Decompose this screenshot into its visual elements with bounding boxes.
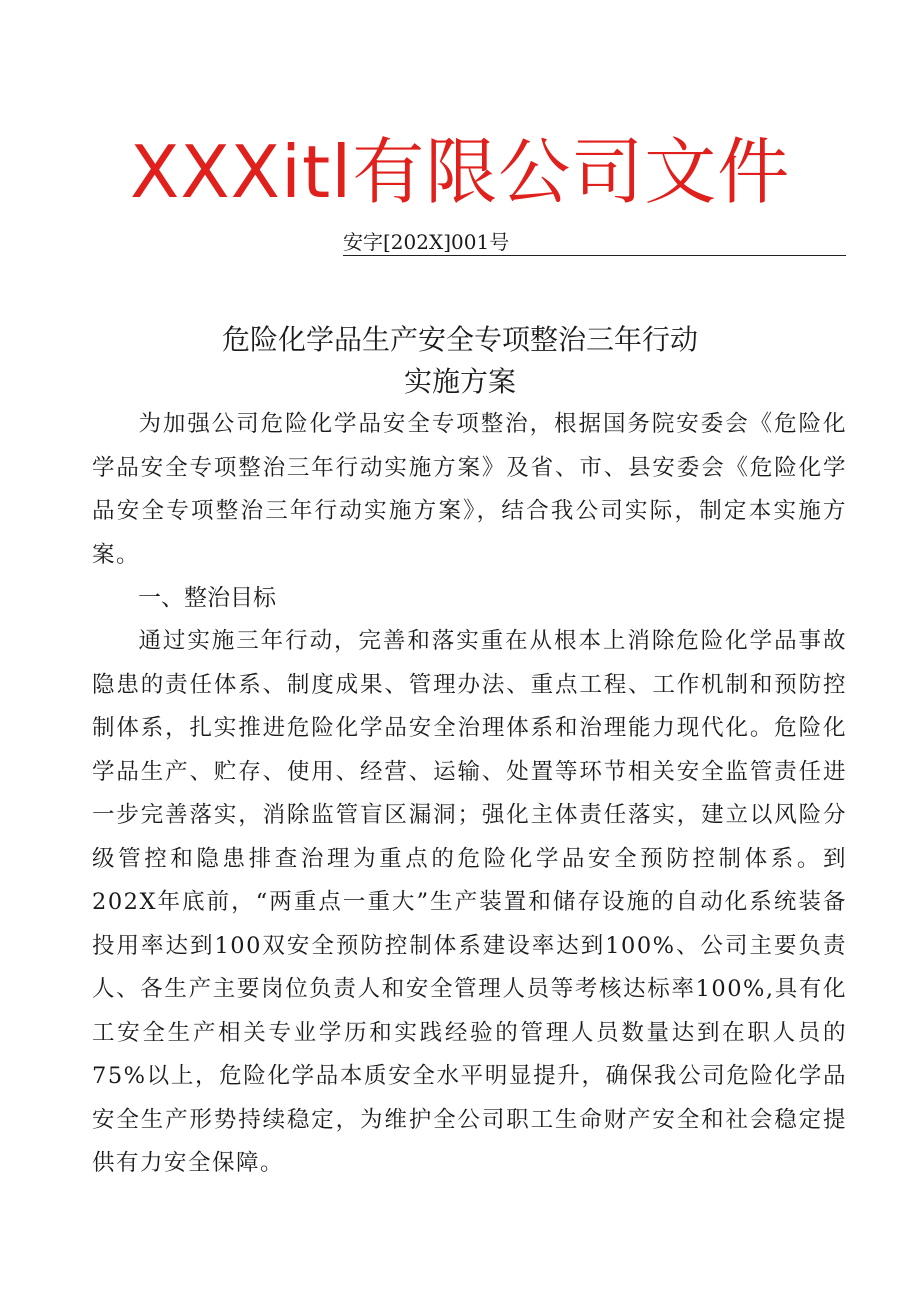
header-divider <box>343 255 846 256</box>
intro-paragraph <box>92 403 847 577</box>
section-1-heading: 一、整治目标 <box>138 585 276 611</box>
document-title-line-2: 实施方案 <box>403 365 516 398</box>
section-1-paragraph <box>92 620 847 1186</box>
intro-paragraph-text: 为加强公司危险化学品安全专项整治，根据国务院安委会《危险化学品安全专项整治三年行动实施方案》及省、市、县安委会《危险化学品安全专项整治三年行动实施方案》，结合我公司实际，制定本实施方案。 <box>92 411 847 568</box>
section-1-paragraph-text: 通过实施三年行动，完善和落实重在从根本上消除危险化学品事故隐患的责任体系、制度成果、管理办法、重点工程、工作机制和预防控制体系，扎实推进危险化学品安全治理体系和治理能力现代化。危险化学品生产、贮存、使用、经营、运输、处置等环节相关安全监管责任进一步完善落实，消除监管盲区漏洞；强化主体责任落实，建立以风险分级管控和隐患排查治理为重点的危险化学品安全预防控制体系。到202X年底前，“两重点一重大”生产装置和储存设施的自动化系统装备投用率达到100双安全预防控制体系建设率达到100%、公司主要负责人、各生产主要岗位负责人和安全管理人员等考核达标率100%,具有化工安全生产相关专业学历和实践经验的管理人员数量达到在职人员的75%以上，危险化学品本质安全水平明显提升，确保我公司危险化学品安全生产形势持续稳定，为维护全公司职工生命财产安全和社会稳定提供有力安全保障。 <box>92 628 847 1176</box>
company-header-title: XXXitl有限公司文件 <box>130 130 791 214</box>
document-title-line-1: 危险化学品生产安全专项整治三年行动 <box>221 323 698 356</box>
document-number: 安字[202X]001号 <box>343 230 510 254</box>
